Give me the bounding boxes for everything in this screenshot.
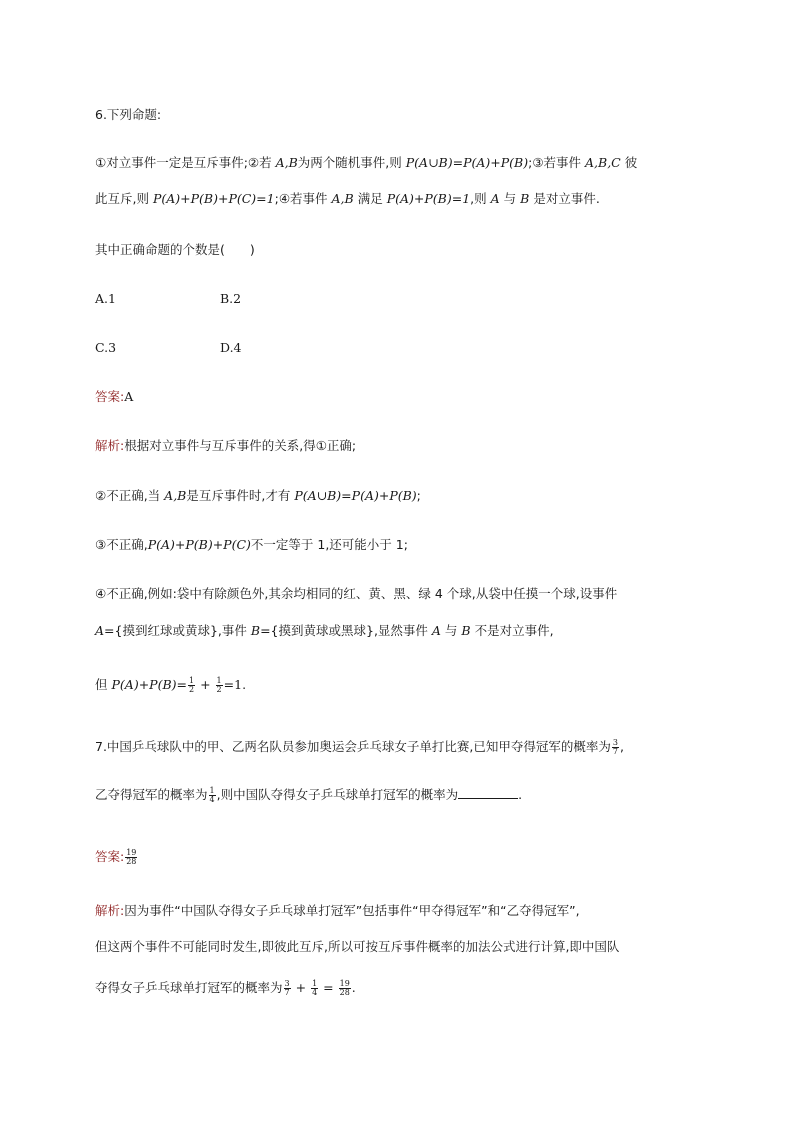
text: . bbox=[518, 787, 523, 802]
answer-label: 答案: bbox=[95, 849, 125, 864]
q7-explanation-line1 bbox=[95, 902, 580, 920]
answer-label: 答案: bbox=[95, 389, 125, 404]
equals-sign: = bbox=[323, 980, 334, 995]
math-ab: A,B bbox=[331, 191, 354, 206]
numerator: 19 bbox=[339, 979, 350, 988]
q6-question: 其中正确命题的个数是( ) bbox=[95, 242, 255, 257]
fraction-3-7 bbox=[612, 739, 619, 756]
q6-answer bbox=[95, 388, 133, 406]
math-b: B bbox=[250, 623, 261, 638]
option-a: A.1 bbox=[95, 291, 116, 306]
text: ;③若事件 bbox=[528, 155, 582, 170]
fraction-half bbox=[216, 677, 223, 694]
q6-statement-line2 bbox=[95, 190, 600, 208]
q6-explanation-line1 bbox=[95, 437, 356, 455]
text: ①对立事件一定是互斥事件;②若 bbox=[95, 155, 272, 170]
text: ,则 bbox=[470, 191, 487, 206]
text: 但 bbox=[95, 677, 108, 692]
denominator: 2 bbox=[189, 685, 195, 694]
math-b: B bbox=[461, 623, 471, 638]
text: 乙夺得冠军的概率为 bbox=[95, 787, 208, 802]
option-b: B.2 bbox=[220, 291, 242, 306]
text: 不一定等于 1,还可能小于 1; bbox=[250, 537, 408, 552]
math-abc: A,B,C bbox=[585, 155, 621, 170]
plus-sign: + bbox=[200, 677, 211, 692]
math-sum3-expr: P(A)+P(B)+P(C) bbox=[147, 537, 251, 552]
text: 彼 bbox=[624, 155, 638, 170]
math-sum2-expr: P(A)+P(B)= bbox=[111, 677, 187, 692]
numerator: 1 bbox=[209, 786, 215, 795]
fraction-1-4 bbox=[209, 787, 216, 804]
math-a: A bbox=[490, 191, 500, 206]
denominator: 7 bbox=[284, 988, 290, 997]
text: ={摸到黄球或黑球},显然事件 bbox=[260, 623, 428, 638]
q7-explanation-line3 bbox=[95, 979, 356, 997]
math-a: A bbox=[95, 623, 105, 638]
answer-fraction bbox=[125, 849, 137, 866]
explanation-label: 解析: bbox=[95, 903, 125, 918]
text: 是互斥事件时,才有 bbox=[186, 488, 291, 503]
text: ②不正确,当 bbox=[95, 488, 161, 503]
text: . bbox=[351, 980, 356, 995]
numerator: 3 bbox=[612, 738, 618, 747]
explanation-label: 解析: bbox=[95, 438, 125, 453]
math-a: A bbox=[431, 623, 441, 638]
q7-answer bbox=[95, 848, 138, 866]
q7-explanation-line2: 但这两个事件不可能同时发生,即彼此互斥,所以可按互斥事件概率的加法公式进行计算,即中国队 bbox=[95, 939, 620, 954]
text: 不是对立事件, bbox=[474, 623, 554, 638]
q7-statement-line2 bbox=[95, 786, 522, 804]
numerator: 1 bbox=[189, 676, 195, 685]
fraction-3-7 bbox=[284, 980, 291, 997]
q6-explanation-line4: ④不正确,例如:袋中有除颜色外,其余均相同的红、黄、黑、绿 4 个球,从袋中任摸一个球,设事件 bbox=[95, 586, 618, 601]
text: 根据对立事件与互斥事件的关系,得①正确; bbox=[124, 438, 357, 453]
text: 因为事件“中国队夺得女子乒乓球单打冠军”包括事件“甲夺得冠军”和“乙夺得冠军”, bbox=[124, 903, 580, 918]
math-union: P(A∪B)=P(A)+P(B) bbox=[294, 488, 417, 503]
denominator: 28 bbox=[339, 988, 350, 997]
fraction-19-28 bbox=[339, 980, 351, 997]
denominator: 4 bbox=[312, 988, 318, 997]
text: ③不正确, bbox=[95, 537, 148, 552]
text: 此互斥,则 bbox=[95, 191, 149, 206]
denominator: 28 bbox=[126, 857, 137, 866]
math-b: B bbox=[520, 191, 530, 206]
option-c: C.3 bbox=[95, 340, 117, 355]
text: ={摸到红球或黄球},事件 bbox=[104, 623, 247, 638]
q6-statement-line1 bbox=[95, 154, 637, 172]
q6-explanation-line6 bbox=[95, 676, 246, 694]
text: 夺得女子乒乓球单打冠军的概率为 bbox=[95, 980, 283, 995]
plus-sign: + bbox=[295, 980, 307, 995]
denominator: 4 bbox=[209, 795, 215, 804]
numerator: 19 bbox=[126, 848, 137, 857]
text: 7.中国乒乓球队中的甲、乙两名队员参加奥运会乒乓球女子单打比赛,已知甲夺得冠军的概率为 bbox=[95, 739, 611, 754]
q6-options-row1 bbox=[95, 290, 241, 308]
text: 为两个随机事件,则 bbox=[297, 155, 402, 170]
denominator: 2 bbox=[216, 685, 222, 694]
text: 是对立事件. bbox=[533, 191, 600, 206]
math-sum3: P(A)+P(B)+P(C)=1 bbox=[152, 191, 275, 206]
q6-explanation-line2: ②不正确,当 A,B是互斥事件时,才有 P(A∪B)=P(A)+P(B); bbox=[95, 488, 421, 503]
q6-explanation-line3 bbox=[95, 536, 408, 554]
text: ,则中国队夺得女子乒乓球单打冠军的概率为 bbox=[216, 787, 459, 802]
text: 与 bbox=[444, 623, 458, 638]
denominator: 7 bbox=[612, 747, 618, 756]
numerator: 3 bbox=[284, 979, 290, 988]
fraction-1-4 bbox=[311, 980, 318, 997]
math-ab: A,B bbox=[164, 488, 187, 503]
q6-title: 6.下列命题: bbox=[95, 107, 162, 122]
math-sum2: P(A)+P(B)=1 bbox=[386, 191, 471, 206]
fraction-half bbox=[188, 677, 195, 694]
text: 与 bbox=[503, 191, 517, 206]
math-ab: A,B bbox=[275, 155, 298, 170]
q7-statement-line1: 7.中国乒乓球队中的甲、乙两名队员参加奥运会乒乓球女子单打比赛,已知甲夺得冠军的概率为 $\frac{3}{7}$ , bbox=[95, 738, 624, 756]
math-union: P(A∪B)=P(A)+P(B) bbox=[405, 155, 529, 170]
q6-options-row2 bbox=[95, 339, 242, 357]
answer-blank bbox=[458, 786, 518, 799]
text: ;④若事件 bbox=[274, 191, 328, 206]
text: =1. bbox=[223, 677, 247, 692]
option-d: D.4 bbox=[220, 340, 242, 355]
text: 满足 bbox=[357, 191, 383, 206]
numerator: 1 bbox=[312, 979, 318, 988]
numerator: 1 bbox=[216, 676, 222, 685]
answer-value: A bbox=[124, 389, 134, 404]
q6-explanation-line5 bbox=[95, 622, 554, 640]
